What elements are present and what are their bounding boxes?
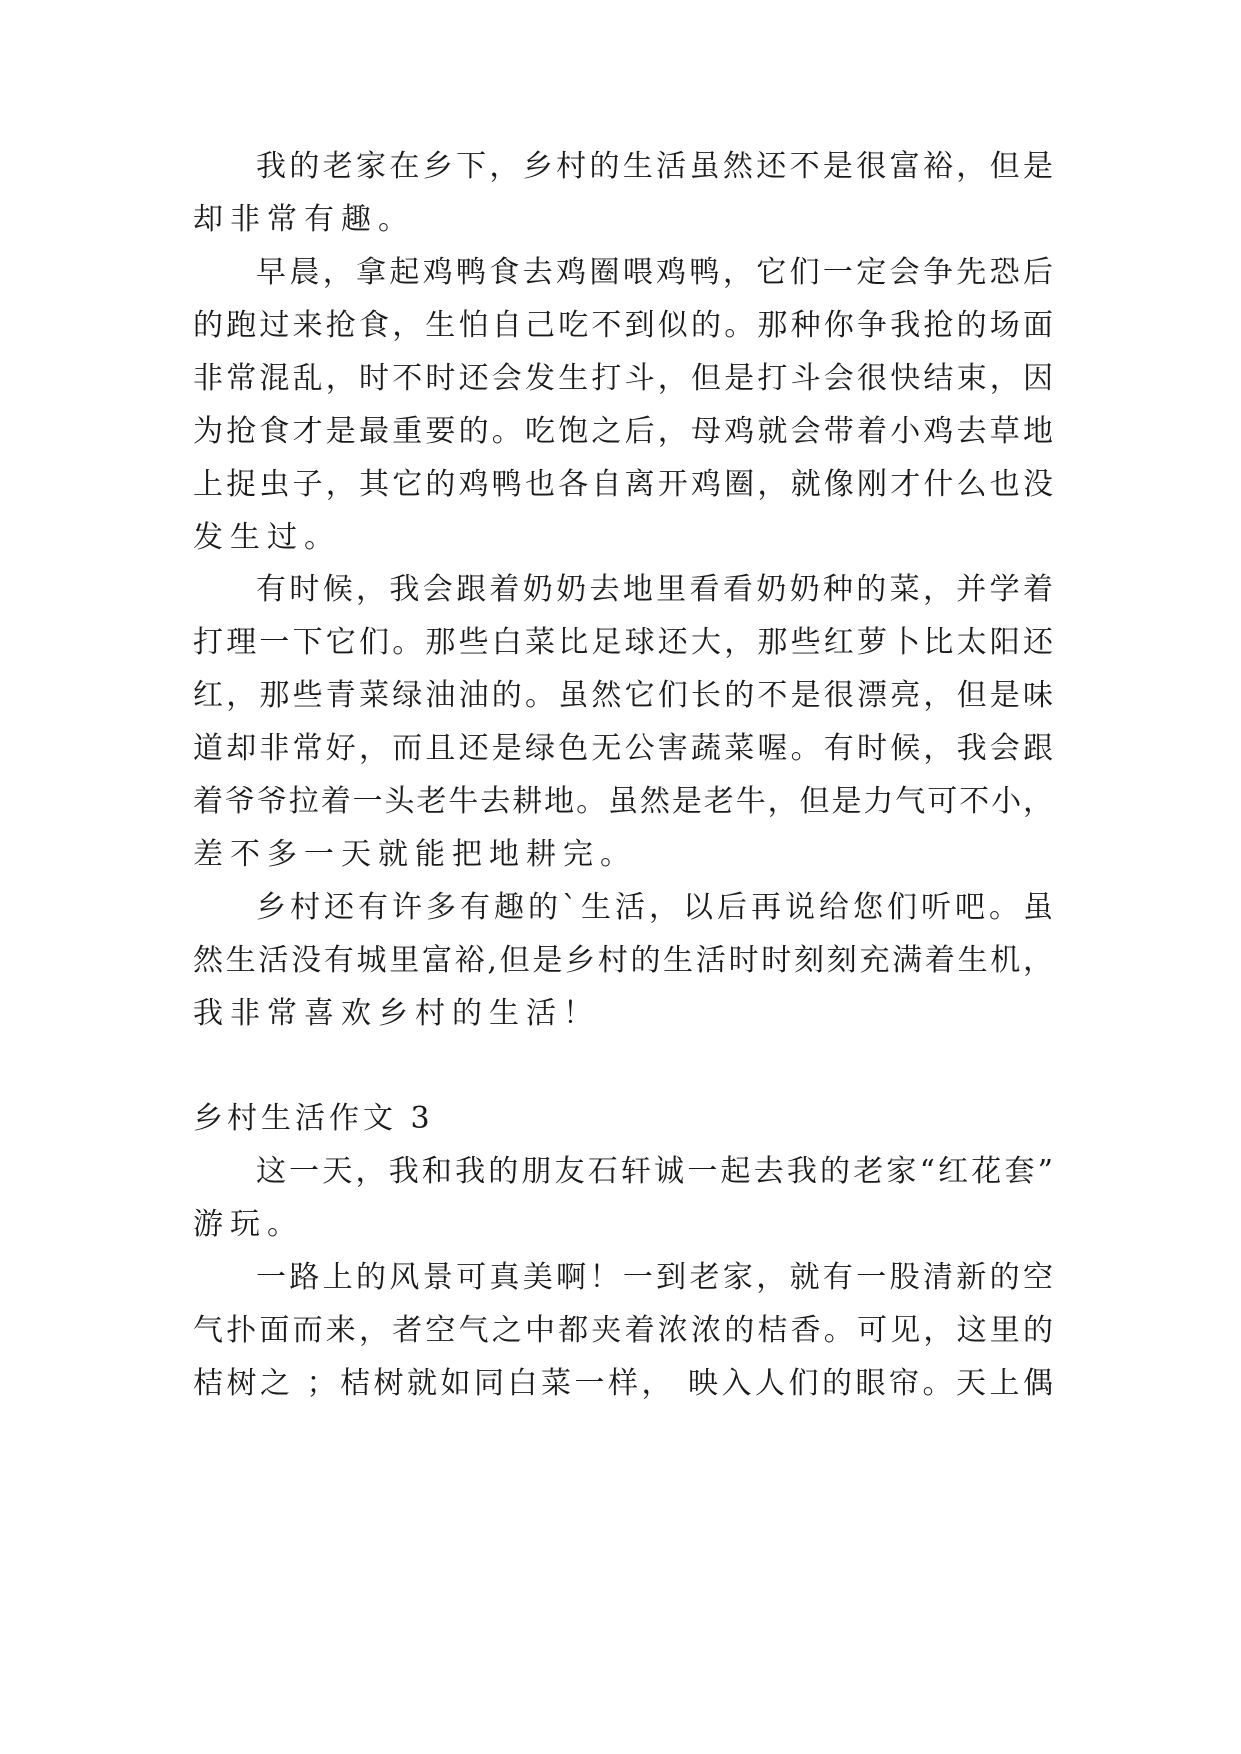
paragraph-4-line-1: 乡村还有许多有趣的`生活，以后再说给您们听吧。虽	[256, 890, 1053, 925]
paragraph-3-line-5: 着爷爷拉着一头老牛去耕地。虽然是老牛，但是力气可不小，	[193, 784, 1053, 819]
paragraph-5-line-2: 游玩。	[193, 1207, 304, 1242]
paragraph-3-line-3: 红，那些青菜绿油油的。虽然它们长的不是很漂亮，但是味	[193, 678, 1053, 713]
paragraph-3-line-6: 差不多一天就能把地耕完。	[193, 837, 637, 872]
paragraph-2-line-1: 早晨，拿起鸡鸭食去鸡圈喂鸡鸭，它们一定会争先恐后	[256, 255, 1053, 290]
paragraph-6-line-3: 桔树之 ；桔树就如同白菜一样， 映入人们的眼帘。天上偶	[193, 1366, 1053, 1401]
paragraph-3-line-2: 打理一下它们。那些白菜比足球还大，那些红萝卜比太阳还	[193, 625, 1053, 660]
section-heading: 乡村生活作文 3	[193, 1101, 434, 1136]
paragraph-6-line-2: 气扑面而来，者空气之中都夹着浓浓的桔香。可见，这里的	[193, 1313, 1053, 1348]
paragraph-2-line-3: 非常混乱，时不时还会发生打斗，但是打斗会很快结束，因	[193, 361, 1053, 396]
paragraph-4-line-3: 我非常喜欢乡村的生活！	[193, 996, 600, 1031]
paragraph-2-line-4: 为抢食才是最重要的。吃饱之后，母鸡就会带着小鸡去草地	[193, 414, 1053, 449]
paragraph-6-line-1: 一路上的风景可真美啊！一到老家，就有一股清新的空	[256, 1260, 1053, 1295]
paragraph-4-line-2: 然生活没有城里富裕,但是乡村的生活时时刻刻充满着生机，	[193, 943, 1053, 978]
paragraph-3-line-1: 有时候，我会跟着奶奶去地里看看奶奶种的菜，并学着	[256, 572, 1053, 607]
paragraph-5-line-1: 这一天，我和我的朋友石轩诚一起去我的老家“红花套”	[256, 1154, 1053, 1189]
paragraph-2-line-5: 上捉虫子，其它的鸡鸭也各自离开鸡圈，就像刚才什么也没	[193, 467, 1053, 502]
paragraph-2-line-6: 发生过。	[193, 520, 341, 555]
paragraph-1-line-2: 却非常有趣。	[193, 202, 415, 237]
paragraph-1-line-1: 我的老家在乡下，乡村的生活虽然还不是很富裕，但是	[256, 149, 1053, 184]
paragraph-2-line-2: 的跑过来抢食，生怕自己吃不到似的。那种你争我抢的场面	[193, 308, 1053, 343]
paragraph-3-line-4: 道却非常好，而且还是绿色无公害蔬菜喔。有时候，我会跟	[193, 731, 1053, 766]
